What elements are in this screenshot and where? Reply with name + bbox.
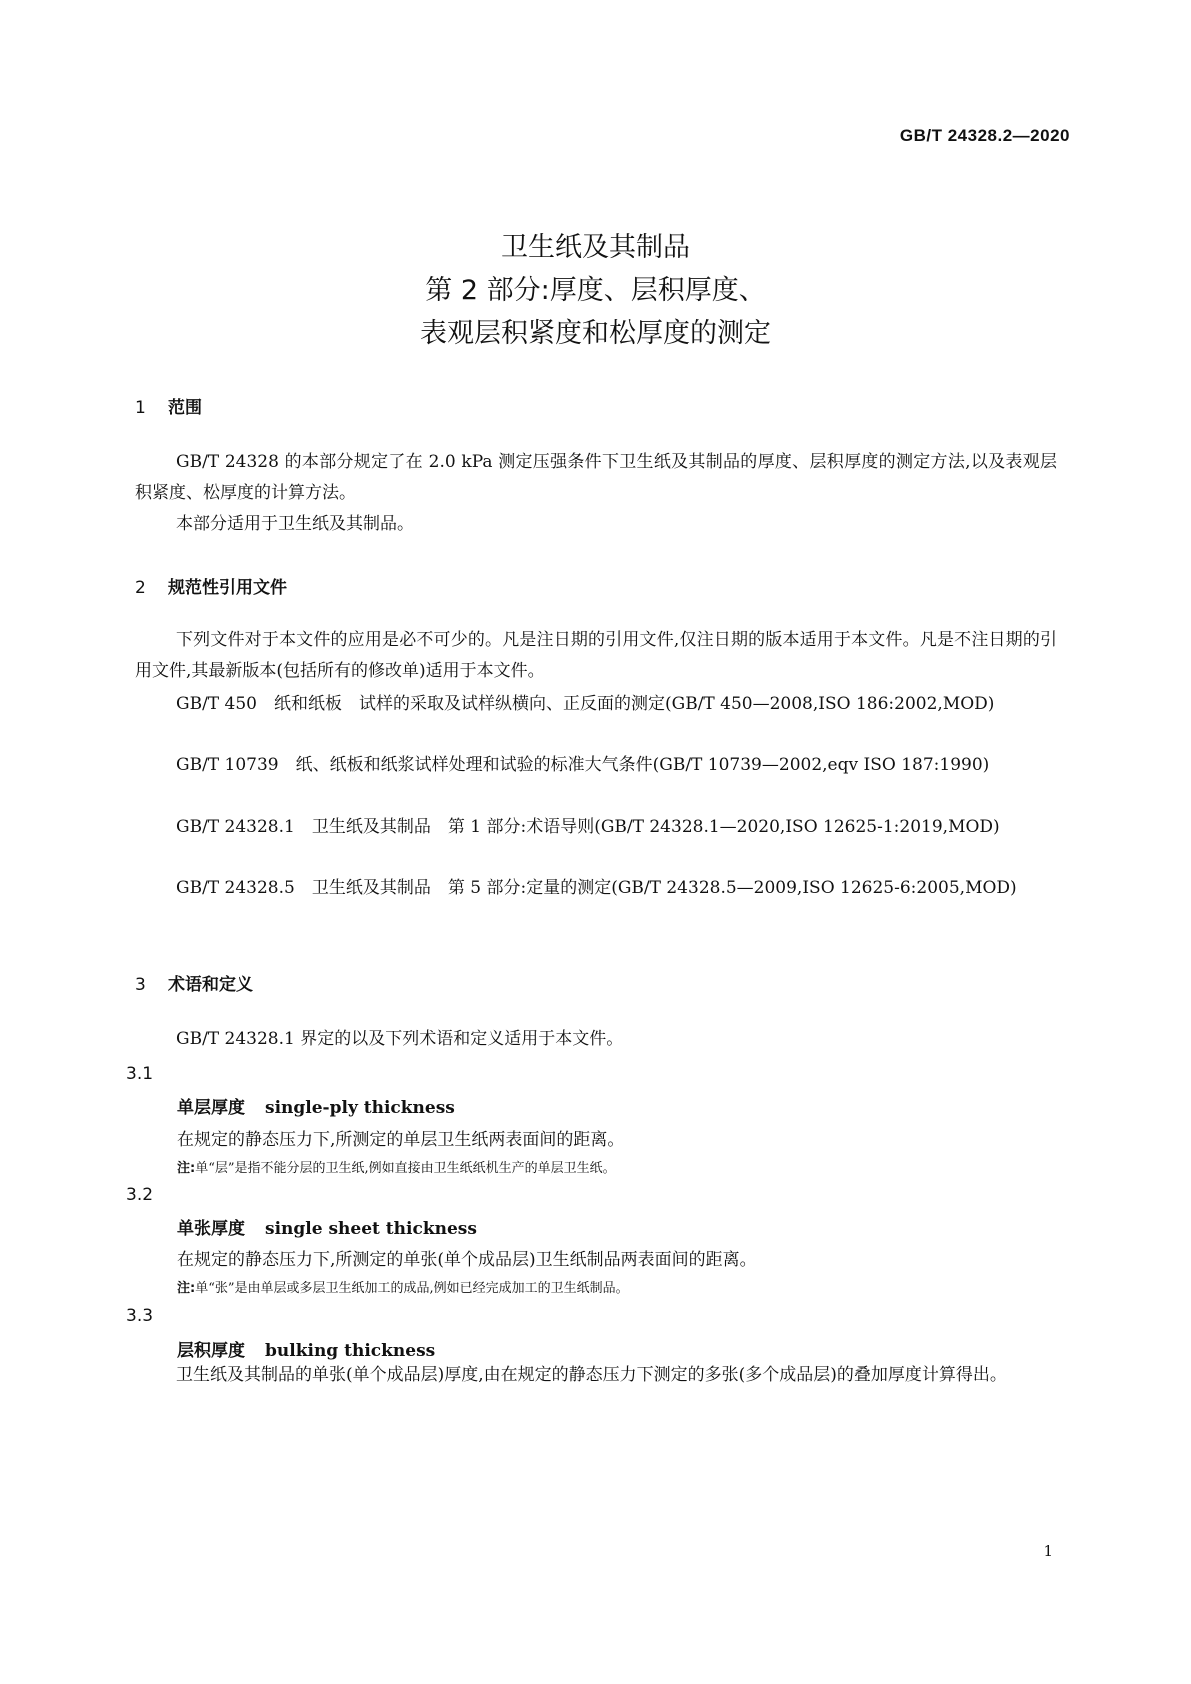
- section-heading-terms: [135, 970, 253, 995]
- term-title: [177, 1214, 477, 1239]
- section-number: 3: [135, 975, 146, 995]
- term-note: [177, 1157, 616, 1176]
- reference-item: GB/T 24328.5 卫生纸及其制品 第 5 部分:定量的测定(GB/T 24328.5—2009,ISO 12625-6:2005,MOD): [176, 878, 1017, 898]
- term-title-en: single sheet thickness: [265, 1219, 477, 1239]
- term-definition: 在规定的静态压力下,所测定的单张(单个成品层)卫生纸制品两表面间的距离。: [177, 1250, 757, 1270]
- scope-paragraph: GB/T 24328 的本部分规定了在 2.0 kPa 测定压强条件下卫生纸及其制品的厚度、层积厚度的测定方法,以及表观层积紧度、松厚度的计算方法。: [135, 452, 1057, 503]
- note-text: 单“层”是指不能分层的卫生纸,例如直接由卫生纸纸机生产的单层卫生纸。: [195, 1161, 616, 1176]
- term-definition: 卫生纸及其制品的单张(单个成品层)厚度,由在规定的静态压力下测定的多张(多个成品层)的叠加厚度计算得出。: [176, 1365, 1007, 1385]
- term-note: [177, 1277, 629, 1296]
- term-title-en: bulking thickness: [265, 1341, 436, 1361]
- term-title-zh: 层积厚度: [177, 1341, 245, 1361]
- note-label: 注:: [177, 1161, 196, 1176]
- section-heading-references: [135, 573, 287, 598]
- term-title-zh: 单张厚度: [177, 1219, 245, 1239]
- reference-item: GB/T 450 纸和纸板 试样的采取及试样纵横向、正反面的测定(GB/T 450—2008,ISO 186:2002,MOD): [176, 694, 995, 714]
- reference-item: GB/T 10739 纸、纸板和纸浆试样处理和试验的标准大气条件(GB/T 10739—2002,eqv ISO 187:1990): [176, 755, 990, 775]
- term-title: [177, 1336, 435, 1361]
- section-title: 规范性引用文件: [168, 578, 287, 598]
- note-text: 单“张”是由单层或多层卫生纸加工的成品,例如已经完成加工的卫生纸制品。: [195, 1281, 629, 1296]
- terms-intro: GB/T 24328.1 界定的以及下列术语和定义适用于本文件。: [176, 1029, 624, 1049]
- document-title: [0, 226, 1191, 355]
- term-number: 3.1: [126, 1064, 154, 1084]
- section-heading-scope: [135, 393, 202, 418]
- title-line-3: 表观层积紧度和松厚度的测定: [420, 318, 771, 349]
- term-definition: 在规定的静态压力下,所测定的单层卫生纸两表面间的距离。: [177, 1130, 625, 1150]
- section-title: 范围: [168, 398, 202, 418]
- term-title-zh: 单层厚度: [177, 1098, 245, 1118]
- term-number: 3.2: [126, 1185, 154, 1205]
- section-number: 1: [135, 398, 146, 418]
- references-intro: 下列文件对于本文件的应用是必不可少的。凡是注日期的引用文件,仅注日期的版本适用于本文件。凡是不注日期的引用文件,其最新版本(包括所有的修改单)适用于本文件。: [135, 630, 1057, 681]
- note-label: 注:: [177, 1281, 196, 1296]
- reference-item: GB/T 24328.1 卫生纸及其制品 第 1 部分:术语导则(GB/T 24328.1—2020,ISO 12625-1:2019,MOD): [176, 817, 1000, 837]
- standard-number: GB/T 24328.2—2020: [899, 126, 1070, 145]
- term-title: [177, 1093, 455, 1118]
- section-number: 2: [135, 578, 146, 598]
- term-title-en: single-ply thickness: [265, 1098, 455, 1118]
- title-line-1: 卫生纸及其制品: [501, 232, 690, 263]
- title-line-2: 第 2 部分:厚度、层积厚度、: [425, 275, 766, 306]
- section-title: 术语和定义: [168, 975, 253, 995]
- term-number: 3.3: [126, 1306, 154, 1326]
- page-number: 1: [1043, 1542, 1053, 1560]
- scope-applicability: 本部分适用于卫生纸及其制品。: [176, 514, 414, 534]
